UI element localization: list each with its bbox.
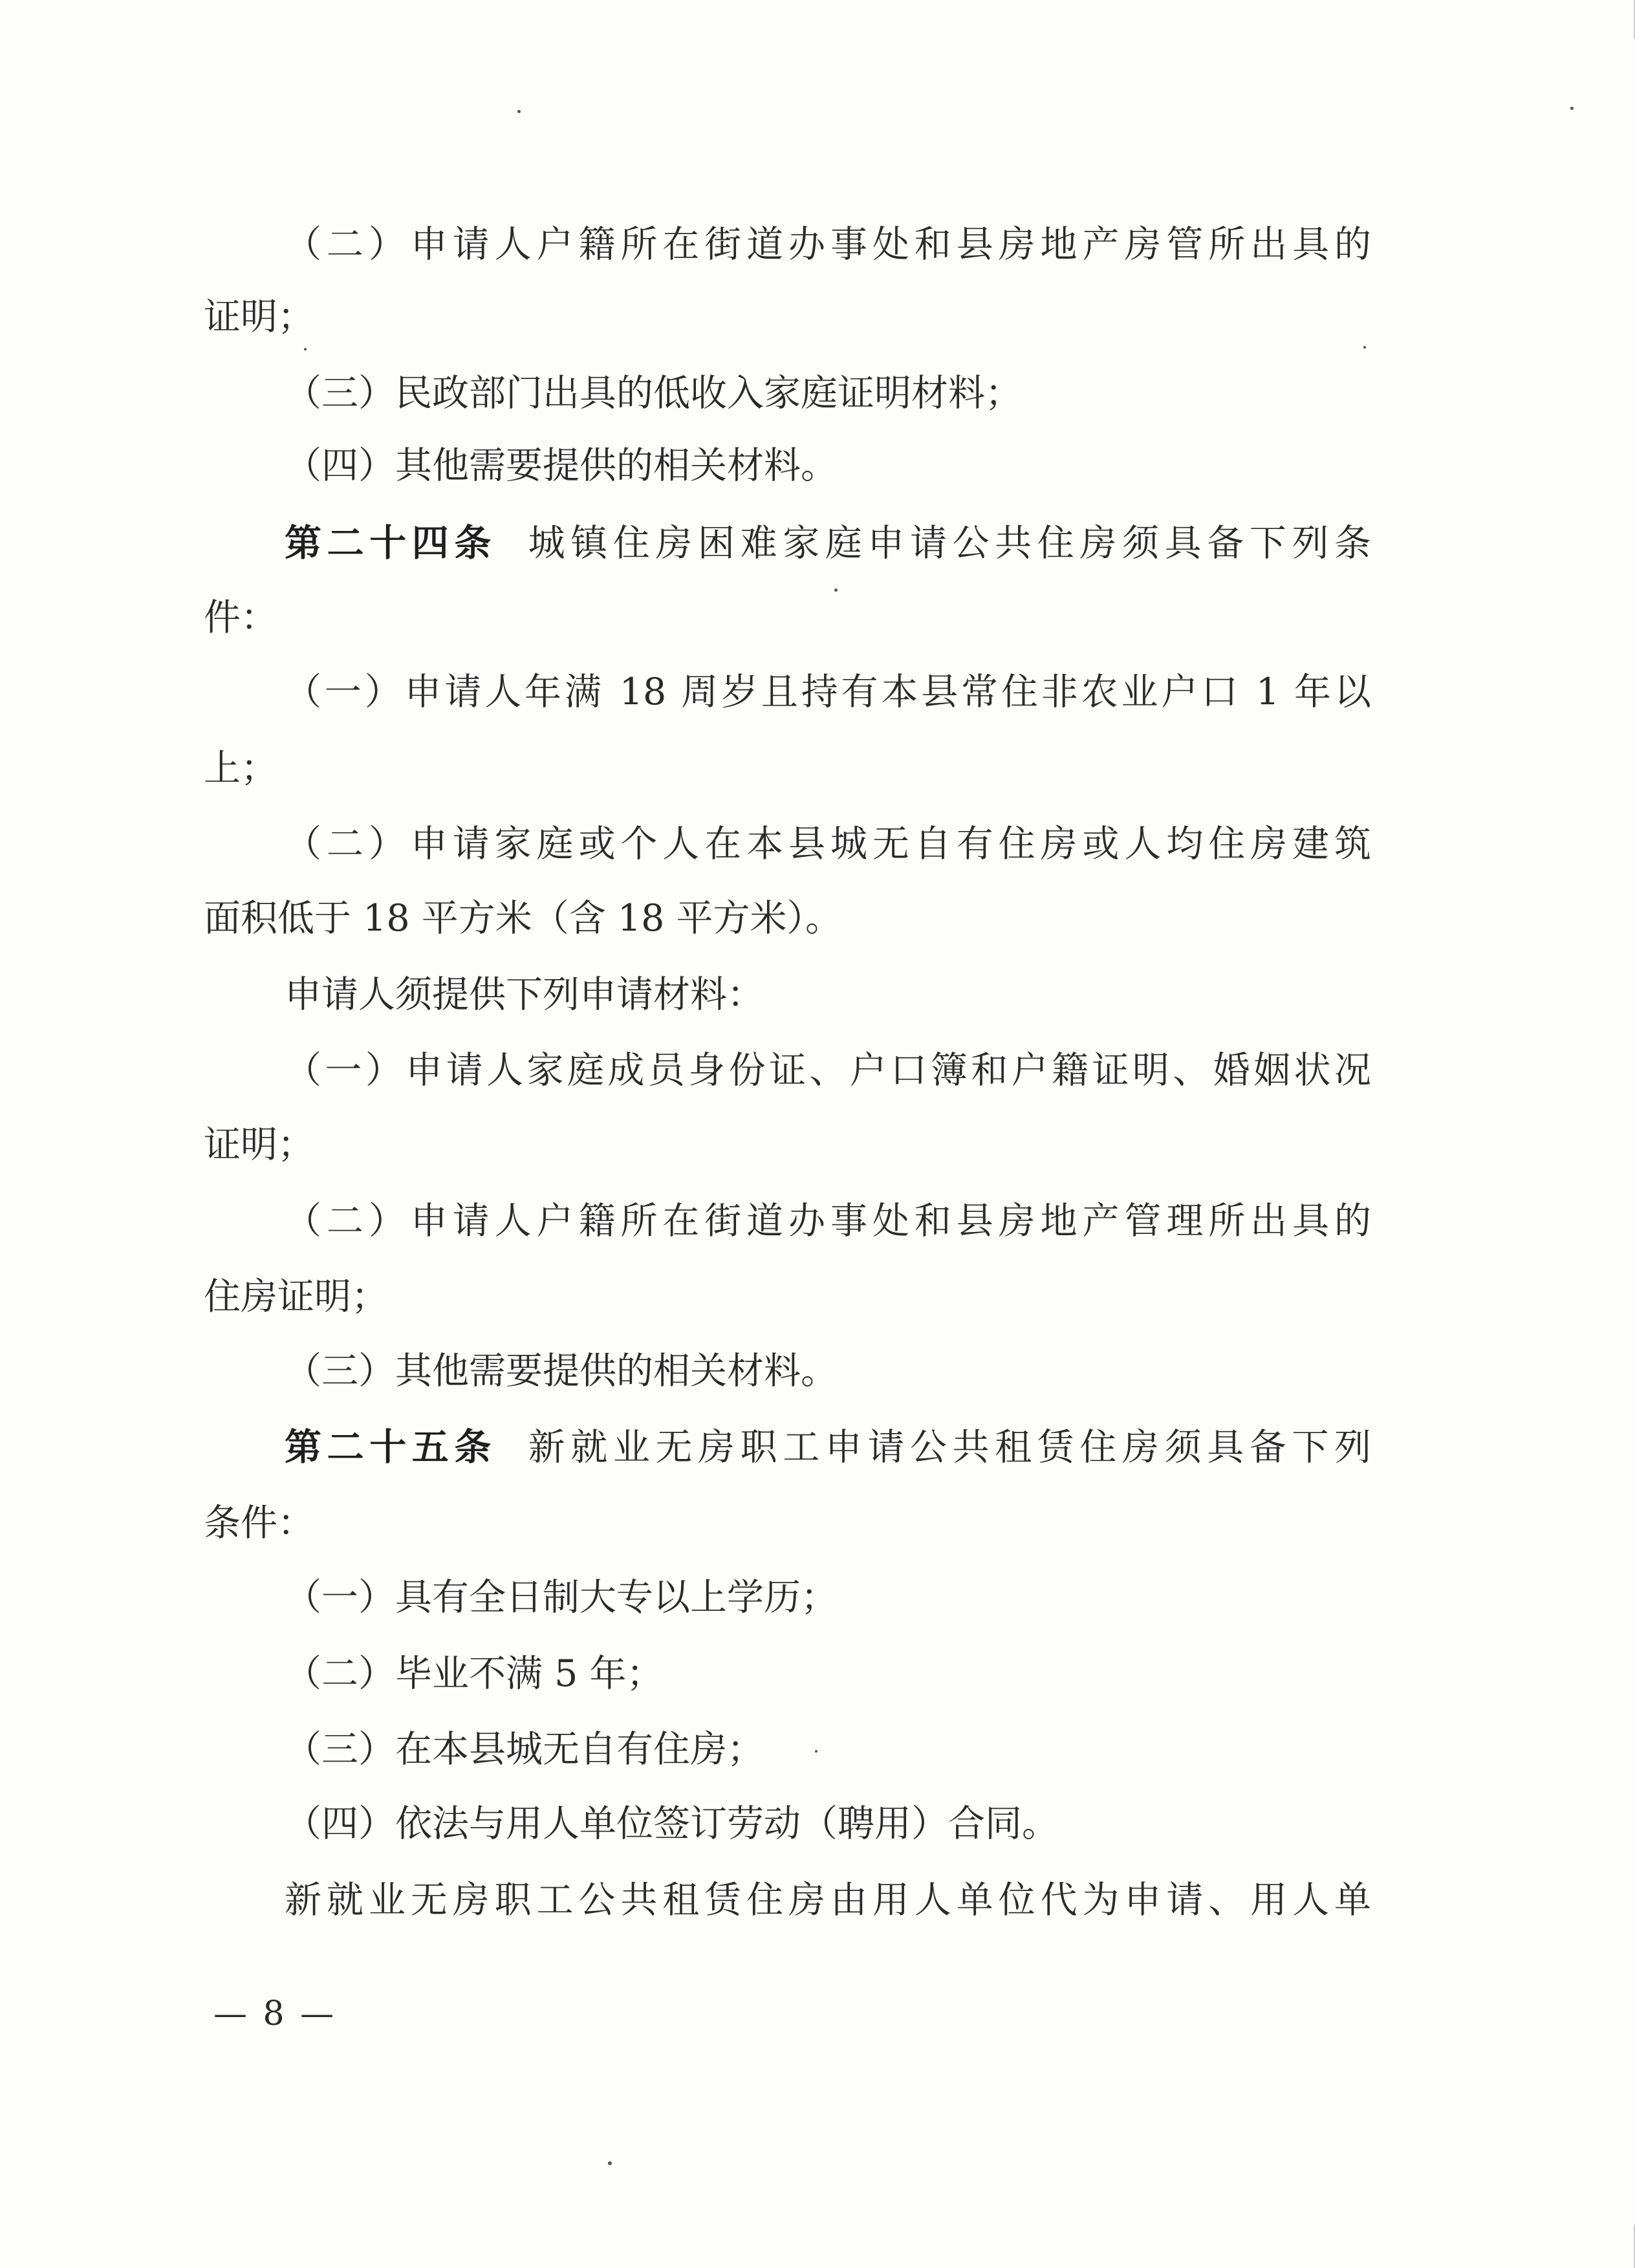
scan-speck — [517, 110, 521, 113]
page-number: — 8 — — [213, 1994, 337, 2033]
text-line: （三）民政部门出具的低收入家庭证明材料； — [285, 372, 1022, 415]
text-line: 条件： — [204, 1502, 314, 1544]
text-line: （一）申请人年满 18 周岁且持有本县常住非农业户口 1 年以 — [285, 671, 1371, 713]
scan-speck — [1570, 107, 1574, 110]
text-line: （四）其他需要提供的相关材料。 — [285, 444, 838, 487]
text-line: 面积低于 18 平方米（含 18 平方米）。 — [204, 897, 843, 940]
text-line: （三）其他需要提供的相关材料。 — [285, 1350, 838, 1392]
text-line: （二）毕业不满 5 年； — [285, 1652, 664, 1695]
text-line: 住房证明； — [204, 1275, 388, 1318]
text-line: 上； — [204, 747, 277, 790]
scan-speck — [815, 1750, 817, 1753]
text-line: （一）申请人家庭成员身份证、户口簿和户籍证明、婚姻状况 — [285, 1049, 1371, 1092]
text-line: （四）依法与用人单位签订劳动（聘用）合同。 — [285, 1802, 1059, 1845]
text-line: 申请人须提供下列申请材料： — [285, 973, 764, 1016]
article-24-line — [285, 517, 1371, 569]
article-24-text: 城镇住房困难家庭申请公共住房须具备下列条 — [523, 522, 1371, 565]
text-line: 件： — [204, 596, 277, 639]
text-line: （三）在本县城无自有住房； — [285, 1728, 764, 1771]
article-25-heading: 第二十五条 — [285, 1426, 497, 1469]
text-line: （二）申请人户籍所在街道办事处和县房地产房管所出具的 — [285, 223, 1371, 266]
text-line: 证明； — [204, 296, 314, 338]
article-24-heading: 第二十四条 — [285, 522, 497, 565]
scan-speck — [304, 348, 307, 351]
article-25-text: 新就业无房职工申请公共租赁住房须具备下列 — [523, 1426, 1371, 1469]
scan-speck — [834, 589, 838, 592]
text-line: 证明； — [204, 1123, 314, 1166]
text-line: 新就业无房职工公共租赁住房由用人单位代为申请、用人单 — [285, 1879, 1371, 1921]
scan-speck — [1363, 346, 1366, 349]
text-line: （一）具有全日制大专以上学历； — [285, 1576, 838, 1619]
text-line: （二）申请家庭或个人在本县城无自有住房或人均住房建筑 — [285, 823, 1371, 865]
scan-speck — [608, 2161, 612, 2165]
article-25-line — [285, 1421, 1371, 1473]
text-line: （二）申请人户籍所在街道办事处和县房地产管理所出具的 — [285, 1200, 1371, 1242]
